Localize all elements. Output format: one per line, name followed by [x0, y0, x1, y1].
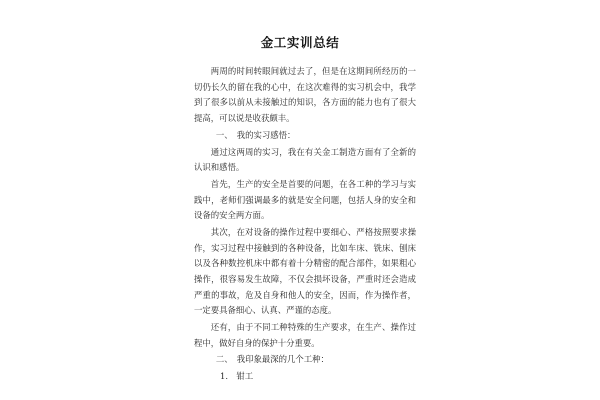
paragraph-careful-operation: 其次，在对设备的操作过程中要细心、严格按照要求操作，实习过程中接触到的各种设备，比如车床、铣床、刨床以及各种数控机床中都有着十分精密的配合部件，如果粗心操作，很容易发生故障，不仅会损坏设备，严重时还会造成严重的事故，危及自身和他人的安全，因而，作为操作者，一定要具备细心、认真、严谨的态度。 [194, 227, 416, 316]
subsection-heading-1: 1. 钳工 [220, 371, 254, 382]
paragraph-intro: 两周的时间转眼间就过去了，但是在这期间所经历的一切仍长久的留在我的心中，在这次难得的实习机会中，我学到了很多以前从未接触过的知识，各方面的能力也有了很大提高，可以说是收获颇丰。 [194, 66, 416, 123]
section-heading-2: 二、 我印象最深的几个工种： [215, 354, 329, 365]
document-body [194, 64, 416, 385]
section-heading-1: 一、 我的实习感悟： [215, 129, 296, 140]
document-title: 金工实训总结 [260, 35, 340, 50]
paragraph-safety: 首先，生产的安全是首要的问题，在各工种的学习与实践中，老师们强调最多的就是安全问题，包括人身的安全和设备的安全两方面。 [194, 179, 416, 221]
paragraph-self-protection: 还有，由于不同工种特殊的生产要求，在生产、操作过程中，做好自身的保护十分重要。 [194, 321, 416, 348]
paragraph-understanding: 通过这两周的实习，我在有关金工制造方面有了全新的认识和感悟。 [194, 146, 416, 173]
